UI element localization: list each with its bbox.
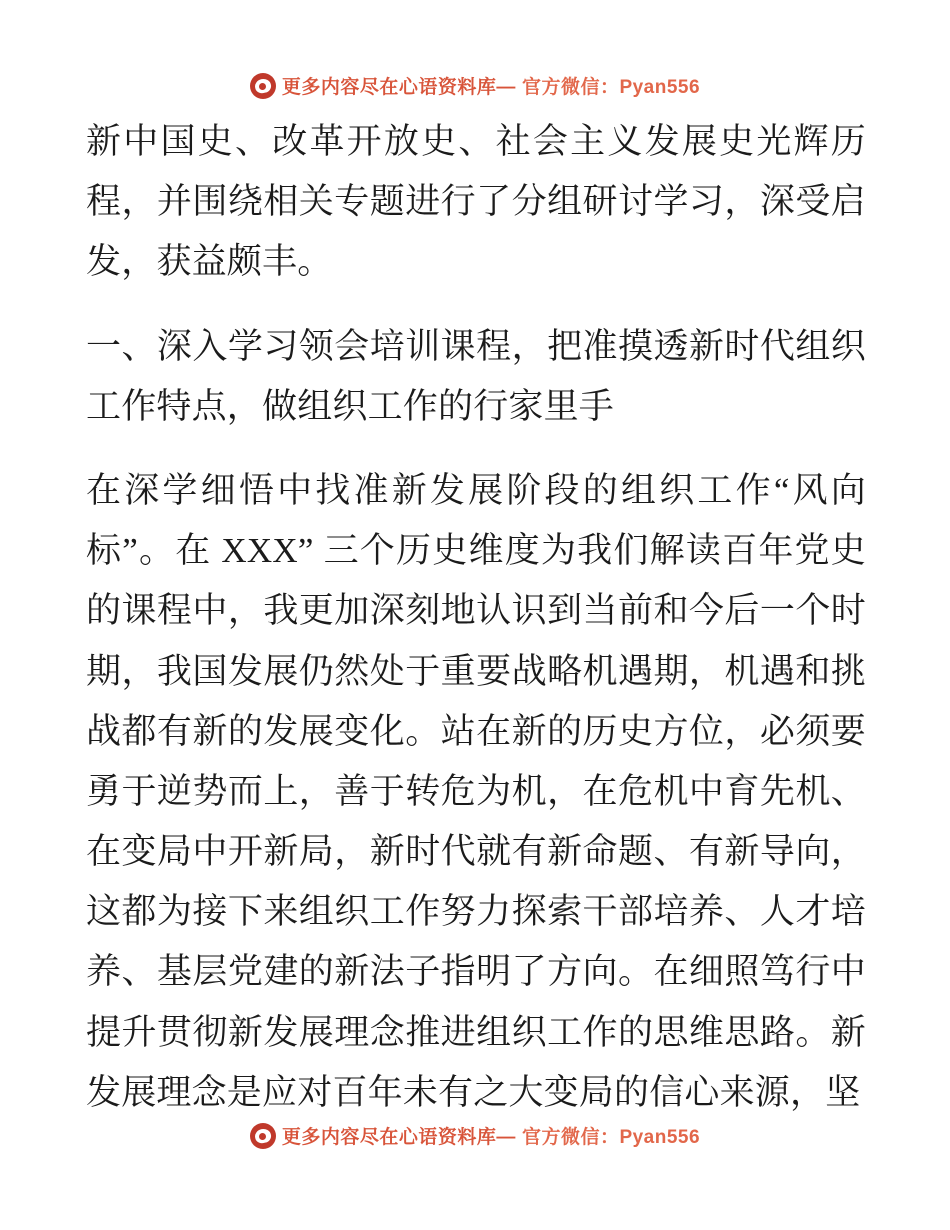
watermark-sub-text: 官方微信：Pyan556 — [521, 77, 701, 98]
paragraph-1: 新中国史、改革开放史、社会主义发展史光辉历程，并围绕相关专题进行了分组研讨学习，深受启发，获益颇丰。 — [86, 122, 866, 282]
paragraph-2: 在深学细悟中找准新发展阶段的组织工作“风向标”。在 XXX” 三个历史维度为我们解读百年党史的课程中，我更加深刻地认识到当前和今后一个时期，我国发展仍然处于重要战略机遇期，机遇和挑战都有新的发展变化。站在新的历史方位，必须要勇于逆势而上，善于转危为机，在危机中育先机、在变局中开新局，新时代就有新命题、有新导向，这都为接下来组织工作努力探索干部培养、人才培养、基层党建的新法子指明了方向。在细照笃行中提升贯彻新发展理念推进组织工作的思维思路。新发展理念是应对百年未有之大变局的信心来源，坚 — [86, 470, 866, 1112]
watermark-sub-text: 官方微信：Pyan556 — [521, 1127, 701, 1148]
watermark-main-text: 更多内容尽在心语资料库— — [281, 1127, 516, 1148]
watermark-main-text: 更多内容尽在心语资料库— — [281, 77, 516, 98]
wechat-circle-logo-icon — [250, 73, 276, 99]
watermark-banner-bottom — [0, 1122, 950, 1149]
paragraph-heading-section-1: 一、深入学习领会培训课程，把准摸透新时代组织工作特点，做组织工作的行家里手 — [86, 326, 866, 426]
document-body — [86, 112, 866, 1137]
watermark-banner-top — [0, 72, 950, 99]
wechat-circle-logo-icon — [250, 1123, 276, 1149]
